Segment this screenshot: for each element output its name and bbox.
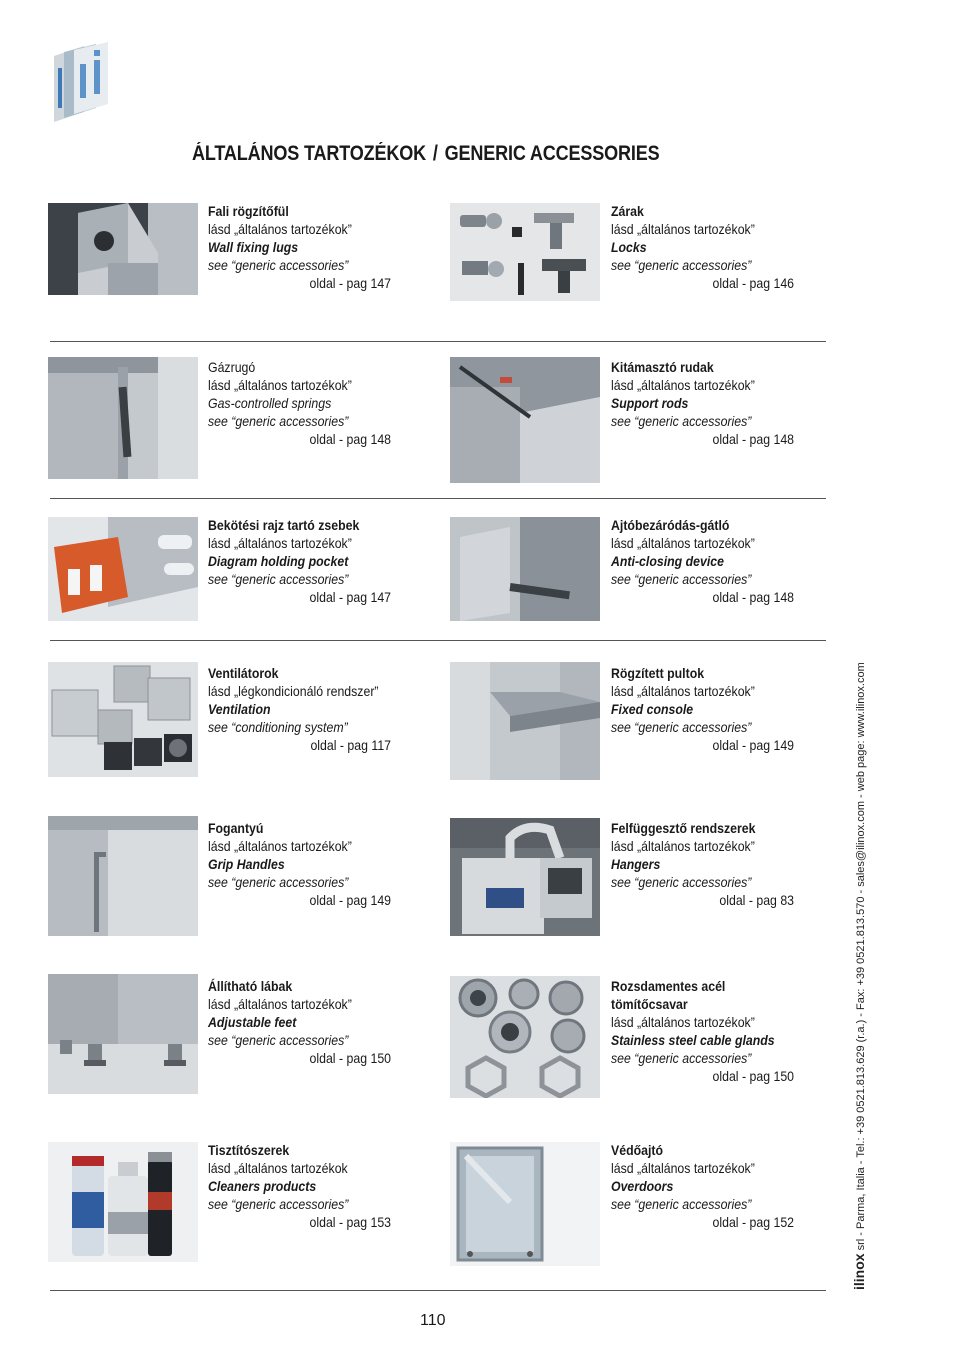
item-title-hu: Felfüggesztő rendszerek — [611, 820, 756, 836]
item-see-en: see “generic accessories” — [611, 874, 752, 890]
cleaners-photo — [48, 1142, 198, 1262]
item-see-en: see “generic accessories” — [208, 1032, 349, 1048]
item-see-en: see “generic accessories” — [208, 257, 349, 273]
item-text — [611, 977, 794, 1085]
item-title-en: Stainless steel cable glands — [611, 1032, 775, 1048]
item-see-en: see “generic accessories” — [208, 1196, 349, 1212]
adjustable-feet-photo — [48, 974, 198, 1094]
item-title-hu: Rozsdamentes acél tömítőcsavar — [611, 978, 726, 1012]
title-hu: ÁLTALÁNOS TARTOZÉKOK — [192, 142, 427, 165]
item-see-hu: lásd „légkondicionáló rendszer” — [208, 683, 379, 699]
page-number: 110 — [420, 1312, 446, 1329]
item-title-en: Hangers — [611, 856, 661, 872]
title-en: GENERIC ACCESSORIES — [444, 142, 660, 165]
item-see-en: see “generic accessories” — [208, 571, 349, 587]
item-title-en: Gas-controlled springs — [208, 395, 332, 411]
item-title-en: Fixed console — [611, 701, 694, 717]
row-separator — [50, 341, 826, 342]
item-text — [208, 516, 391, 606]
item-see-hu: lásd „általános tartozékok” — [611, 377, 755, 393]
item-see-en: see “generic accessories” — [208, 874, 349, 890]
item-title-hu: Bekötési rajz tartó zsebek — [208, 517, 360, 533]
item-see-hu: lásd „általános tartozékok” — [208, 535, 352, 551]
item-text — [208, 202, 391, 292]
item-text — [208, 664, 391, 754]
item-title-hu: Állítható lábak — [208, 978, 293, 994]
item-text — [611, 358, 794, 448]
item-title-en: Diagram holding pocket — [208, 553, 349, 569]
item-see-hu: lásd „általános tartozékok” — [611, 221, 755, 237]
item-text — [208, 977, 391, 1067]
item-text — [208, 358, 391, 448]
item-see-hu: lásd „általános tartozékok” — [208, 221, 352, 237]
cable-glands-photo — [450, 976, 600, 1098]
item-page-ref: oldal - pag 117 — [310, 737, 392, 753]
item-page-ref: oldal - pag 150 — [309, 1050, 392, 1066]
item-text — [611, 664, 794, 754]
item-page-ref: oldal - pag 83 — [719, 892, 795, 908]
item-see-en: see “generic accessories” — [611, 1050, 752, 1066]
item-title-hu: Fogantyú — [208, 820, 264, 836]
gas-spring-photo — [48, 357, 198, 479]
item-text — [611, 819, 794, 909]
item-page-ref: oldal - pag 147 — [309, 589, 392, 605]
item-see-en: see “generic accessories” — [611, 719, 752, 735]
item-page-ref: oldal - pag 150 — [712, 1068, 795, 1084]
brand-name: ilinox — [851, 1253, 867, 1290]
overdoor-photo — [450, 1142, 600, 1266]
side-contact-text — [851, 662, 867, 1290]
ventilation-photo — [48, 662, 198, 777]
item-title-hu: Tisztítószerek — [208, 1142, 290, 1158]
item-title-hu: Fali rögzítőfül — [208, 203, 289, 219]
item-title-hu: Kitámasztó rudak — [611, 359, 714, 375]
item-title-hu: Gázrugó — [208, 359, 256, 375]
hangers-photo — [450, 818, 600, 936]
item-page-ref: oldal - pag 152 — [712, 1214, 795, 1230]
row-separator — [50, 640, 826, 641]
locks-photo — [450, 203, 600, 301]
item-page-ref: oldal - pag 148 — [712, 589, 795, 605]
item-title-en: Adjustable feet — [208, 1014, 297, 1030]
item-see-en: see “generic accessories” — [611, 413, 752, 429]
item-see-hu: lásd „általános tartozékok” — [611, 683, 755, 699]
item-text — [611, 1141, 794, 1231]
item-see-en: see “generic accessories” — [611, 571, 752, 587]
item-see-hu: lásd „általános tartozékok” — [208, 996, 352, 1012]
item-page-ref: oldal - pag 148 — [712, 431, 795, 447]
item-title-hu: Zárak — [611, 203, 644, 219]
item-title-en: Cleaners products — [208, 1178, 317, 1194]
title-separator: / — [432, 142, 438, 165]
item-title-en: Grip Handles — [208, 856, 285, 872]
item-text — [611, 202, 794, 292]
item-see-hu: lásd „általános tartozékok” — [611, 838, 755, 854]
item-title-hu: Ajtóbezáródás-gátló — [611, 517, 730, 533]
item-page-ref: oldal - pag 147 — [309, 275, 392, 291]
row-separator — [50, 1290, 826, 1291]
item-see-en: see “generic accessories” — [611, 1196, 752, 1212]
item-text — [208, 819, 391, 909]
item-title-hu: Rögzített pultok — [611, 665, 705, 681]
grip-handle-photo — [48, 816, 198, 936]
item-page-ref: oldal - pag 153 — [309, 1214, 392, 1230]
anti-closing-photo — [450, 517, 600, 621]
item-page-ref: oldal - pag 149 — [712, 737, 795, 753]
item-text — [611, 516, 794, 606]
diagram-pocket-photo — [48, 517, 198, 621]
item-title-hu: Védőajtó — [611, 1142, 664, 1158]
item-text — [208, 1141, 391, 1231]
item-see-hu: lásd „általános tartozékok — [208, 1160, 348, 1176]
item-see-hu: lásd „általános tartozékok” — [611, 1160, 755, 1176]
item-title-en: Anti-closing device — [611, 553, 724, 569]
item-see-en: see “generic accessories” — [611, 257, 752, 273]
row-separator — [50, 498, 826, 499]
fixed-console-photo — [450, 662, 600, 780]
item-see-hu: lásd „általános tartozékok” — [208, 838, 352, 854]
item-see-en: see “generic accessories” — [208, 413, 349, 429]
item-title-en: Overdoors — [611, 1178, 674, 1194]
item-page-ref: oldal - pag 146 — [712, 275, 795, 291]
wall-fixing-lug-photo — [48, 203, 198, 295]
ilinox-logo — [50, 42, 110, 126]
item-title-en: Wall fixing lugs — [208, 239, 299, 255]
item-see-hu: lásd „általános tartozékok” — [208, 377, 352, 393]
item-title-hu: Ventilátorok — [208, 665, 279, 681]
support-rod-photo — [450, 357, 600, 483]
item-see-en: see “conditioning system” — [208, 719, 348, 735]
item-title-en: Support rods — [611, 395, 689, 411]
item-page-ref: oldal - pag 149 — [309, 892, 392, 908]
item-page-ref: oldal - pag 148 — [309, 431, 392, 447]
item-see-hu: lásd „általános tartozékok” — [611, 535, 755, 551]
contact-info: srl - Parma, Italia - Tel.: +39 0521.813.629 (r.a.) - Fax: +39 0521.813.570 - sales@ilinox.com - web page: www.ilinox.com — [855, 662, 867, 1251]
item-title-en: Ventilation — [208, 701, 271, 717]
page-title — [192, 142, 659, 166]
item-see-hu: lásd „általános tartozékok” — [611, 1014, 755, 1030]
item-title-en: Locks — [611, 239, 647, 255]
